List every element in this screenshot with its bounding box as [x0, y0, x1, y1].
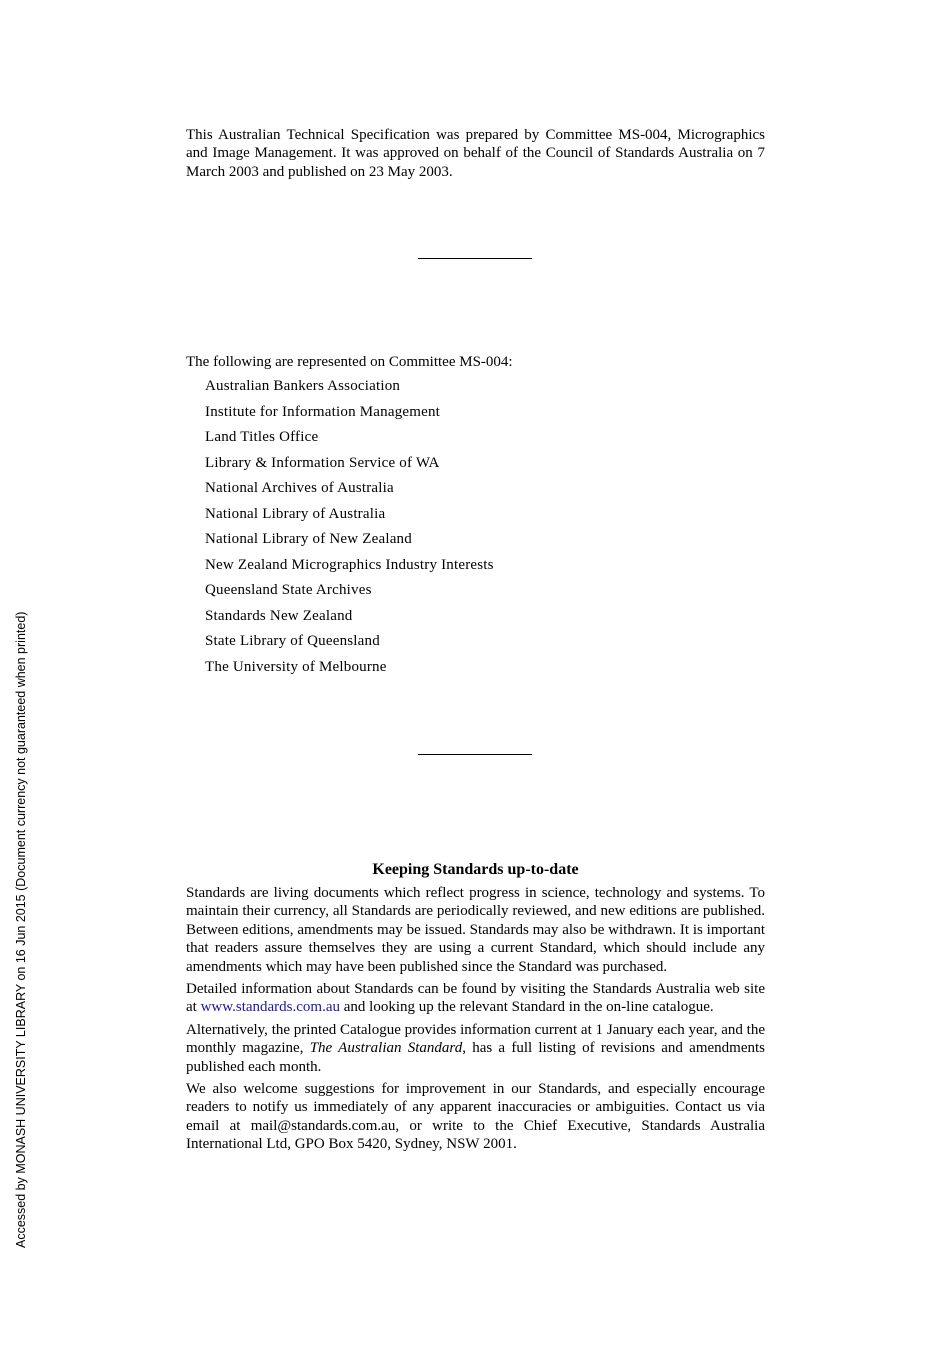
list-item: State Library of Queensland: [205, 633, 380, 649]
list-item: Standards New Zealand: [205, 607, 353, 624]
list-item: National Library of New Zealand: [205, 531, 412, 547]
list-item: Institute for Information Management: [205, 403, 441, 420]
keeping-paragraph-1: Standards are living documents which reflect progress in science, technology and systems. To maintain their currency, all Standards are periodically reviewed, and new editions are published. Between editions, amendments may be issued. Standards may also be withdrawn. It is important that readers assure themselves they are using a current Standard, which should include any amendments which may have been published since the Standard was purchased.: [186, 885, 765, 975]
list-item: The University of Melbourne: [205, 658, 387, 675]
keeping-p2-text-after: and looking up the relevant Standard in the on-line catalogue.: [340, 999, 714, 1016]
intro-section: [186, 126, 765, 181]
list-item: National Archives of Australia: [205, 480, 394, 496]
divider-rule-top: [418, 258, 532, 259]
magazine-title: The Australian Standard: [309, 1040, 463, 1057]
divider-rule-bottom: [418, 754, 532, 755]
keeping-p2-text-before: Detailed information about Standards can be found by visiting the Standards Australia web site at: [186, 981, 765, 1016]
list-item: New Zealand Micrographics Industry Interests: [205, 556, 494, 573]
list-item: Land Titles Office: [205, 429, 319, 445]
keeping-paragraph-3: [186, 1021, 765, 1076]
keeping-standards-section: [186, 860, 765, 1158]
access-watermark: Accessed by MONASH UNIVERSITY LIBRARY on 16 Jun 2015 (Document currency not guaranteed when printed): [14, 611, 28, 1248]
keeping-paragraph-4: We also welcome suggestions for improvement in our Standards, and especially encourage readers to notify us immediately of any apparent inaccuracies or ambiguities. Contact us via email at mail@standards.com.au, or write to the Chief Executive, Standards Australia International Ltd, GPO Box 5420, Sydney, NSW 2001.: [186, 1081, 765, 1153]
committee-member-list: [186, 374, 765, 680]
keeping-heading: Keeping Standards up-to-date: [372, 861, 579, 878]
list-item: Queensland State Archives: [205, 582, 372, 598]
list-item: National Library of Australia: [205, 505, 386, 522]
intro-paragraph: This Australian Technical Specification was prepared by Committee MS-004, Micrographics and Image Management. It was approved on behalf of the Council of Standards Australia on 7 March 2003 and published on 23 May 2003.: [186, 127, 765, 180]
list-item: Library & Information Service of WA: [205, 454, 440, 471]
keeping-paragraph-2: [186, 980, 765, 1017]
list-item: Australian Bankers Association: [205, 378, 401, 394]
committee-lead: The following are represented on Committee MS-004:: [186, 354, 513, 370]
keeping-p3-text-after: , has a full listing of revisions and amendments published each month.: [186, 1040, 765, 1075]
keeping-p3-text-before: Alternatively, the printed Catalogue provides information current at 1 January each year, and the monthly magazine,: [186, 1021, 765, 1057]
standards-website-link[interactable]: www.standards.com.au: [200, 999, 340, 1016]
committee-section: [186, 352, 765, 680]
